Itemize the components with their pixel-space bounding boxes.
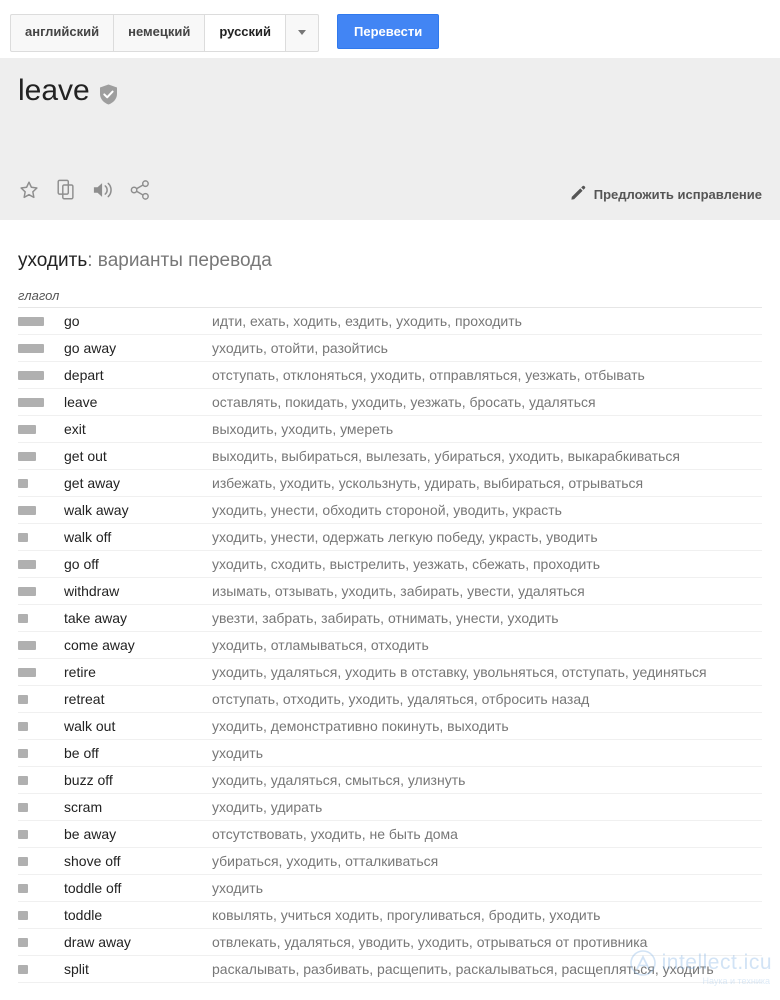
section-title-word: уходить [18,250,88,271]
frequency-bar [18,830,28,839]
frequency-bar [18,344,44,353]
frequency-bar-cell [18,308,64,335]
frequency-bar-cell [18,929,64,956]
frequency-bar-cell [18,794,64,821]
translate-button[interactable]: Перевести [337,14,439,49]
meanings-cell: выходить, выбираться, вылезать, убираться, уходить, выкарабкиваться [212,443,762,470]
table-row[interactable] [18,362,762,389]
table-row[interactable] [18,605,762,632]
meanings-cell: увезти, забрать, забирать, отнимать, унести, уходить [212,605,762,632]
watermark-text: intellect.icu [661,951,772,974]
term-cell[interactable]: toddle [64,902,212,929]
term-cell[interactable]: retire [64,659,212,686]
frequency-bar-cell [18,902,64,929]
table-row[interactable] [18,956,762,983]
term-cell[interactable]: walk away [64,497,212,524]
term-cell[interactable]: scram [64,794,212,821]
meanings-cell: раскалывать, разбивать, расщепить, раскалываться, расщепляться, уходить [212,956,762,983]
frequency-bar [18,425,36,434]
chevron-down-icon[interactable] [285,14,319,52]
meanings-cell: уходить, удирать [212,794,762,821]
frequency-bar [18,803,28,812]
copy-icon[interactable] [56,179,76,206]
term-cell[interactable]: be away [64,821,212,848]
table-row[interactable] [18,497,762,524]
frequency-bar-cell [18,767,64,794]
frequency-bar [18,884,28,893]
frequency-bar [18,317,44,326]
frequency-bar [18,452,36,461]
share-icon[interactable] [130,180,150,205]
term-cell[interactable]: go away [64,335,212,362]
meanings-cell: изымать, отзывать, уходить, забирать, увести, удаляться [212,578,762,605]
word-line [18,74,762,108]
meanings-cell: отсутствовать, уходить, не быть дома [212,821,762,848]
frequency-bar [18,398,44,407]
table-row[interactable] [18,767,762,794]
table-row[interactable] [18,848,762,875]
term-cell[interactable]: get out [64,443,212,470]
frequency-bar [18,641,36,650]
table-row[interactable] [18,308,762,335]
term-cell[interactable]: go off [64,551,212,578]
term-cell[interactable]: walk out [64,713,212,740]
table-row[interactable] [18,470,762,497]
translations-section [0,220,780,983]
term-cell[interactable]: buzz off [64,767,212,794]
translations-table [18,307,762,983]
frequency-bar [18,614,28,623]
frequency-bar-cell [18,605,64,632]
part-of-speech-label: глагол [18,288,60,303]
frequency-bar-cell [18,416,64,443]
table-row[interactable] [18,551,762,578]
frequency-bar [18,668,36,677]
frequency-bar-cell [18,443,64,470]
table-row[interactable] [18,821,762,848]
table-row[interactable] [18,902,762,929]
meanings-cell: убираться, уходить, отталкиваться [212,848,762,875]
meanings-cell: уходить, сходить, выстрелить, уезжать, сбежать, проходить [212,551,762,578]
term-cell[interactable]: exit [64,416,212,443]
suggest-correction-button[interactable] [570,185,762,204]
term-cell[interactable]: get away [64,470,212,497]
table-row[interactable] [18,389,762,416]
frequency-bar-cell [18,389,64,416]
word-panel [0,58,780,220]
meanings-cell: избежать, уходить, ускользнуть, удирать, выбираться, отрываться [212,470,762,497]
meanings-cell: уходить [212,740,762,767]
lang-tab-russian[interactable]: русский [204,14,285,52]
speaker-icon[interactable] [92,180,114,205]
frequency-bar-cell [18,659,64,686]
table-row[interactable] [18,686,762,713]
frequency-bar [18,911,28,920]
meanings-cell: ковылять, учиться ходить, прогуливаться, бродить, уходить [212,902,762,929]
frequency-bar [18,479,28,488]
term-cell[interactable]: split [64,956,212,983]
table-row[interactable] [18,524,762,551]
frequency-bar-cell [18,578,64,605]
frequency-bar [18,695,28,704]
table-row[interactable] [18,578,762,605]
lang-tab-english[interactable]: английский [10,14,113,52]
language-bar [0,0,780,58]
meanings-cell: отступать, отклоняться, уходить, отправляться, уезжать, отбывать [212,362,762,389]
term-cell[interactable]: be off [64,740,212,767]
suggest-correction-label: Предложить исправление [593,187,762,202]
meanings-cell: отвлекать, удаляться, уводить, уходить, отрываться от противника [212,929,762,956]
meanings-cell: уходить, отойти, разойтись [212,335,762,362]
frequency-bar [18,722,28,731]
frequency-bar [18,560,36,569]
table-row[interactable] [18,443,762,470]
meanings-cell: оставлять, покидать, уходить, уезжать, бросать, удаляться [212,389,762,416]
frequency-bar-cell [18,740,64,767]
frequency-bar [18,533,28,542]
meanings-cell: уходить [212,875,762,902]
meanings-cell: уходить, унести, одержать легкую победу, украсть, уводить [212,524,762,551]
term-cell[interactable]: retreat [64,686,212,713]
frequency-bar-cell [18,524,64,551]
pencil-icon [570,185,586,204]
meanings-cell: отступать, отходить, уходить, удаляться, отбросить назад [212,686,762,713]
frequency-bar [18,776,28,785]
term-cell[interactable]: depart [64,362,212,389]
verified-shield-icon [99,84,118,105]
meanings-cell: уходить, отламываться, отходить [212,632,762,659]
section-title-rest: : варианты перевода [87,250,272,271]
table-row[interactable] [18,632,762,659]
table-row[interactable] [18,929,762,956]
table-row[interactable] [18,875,762,902]
term-cell[interactable]: toddle off [64,875,212,902]
term-cell[interactable]: withdraw [64,578,212,605]
meanings-cell: выходить, уходить, умереть [212,416,762,443]
frequency-bar-cell [18,848,64,875]
frequency-bar-cell [18,362,64,389]
meanings-cell: уходить, унести, обходить стороной, уводить, украсть [212,497,762,524]
table-row[interactable] [18,740,762,767]
watermark-subtext: Наука и техника [702,976,770,986]
section-title [18,250,762,272]
meanings-cell: уходить, удаляться, смыться, улизнуть [212,767,762,794]
term-cell[interactable]: come away [64,632,212,659]
frequency-bar-cell [18,335,64,362]
frequency-bar [18,965,28,974]
frequency-bar [18,749,28,758]
frequency-bar-cell [18,551,64,578]
term-cell[interactable]: draw away [64,929,212,956]
frequency-bar [18,587,36,596]
star-icon[interactable] [18,179,40,206]
frequency-bar [18,371,44,380]
meanings-cell: идти, ехать, ходить, ездить, уходить, проходить [212,308,762,335]
frequency-bar-cell [18,875,64,902]
frequency-bar-cell [18,713,64,740]
term-cell[interactable]: shove off [64,848,212,875]
source-word: leave [18,74,90,107]
frequency-bar-cell [18,632,64,659]
language-tabs [10,14,319,52]
table-row[interactable] [18,335,762,362]
frequency-bar [18,938,28,947]
term-cell[interactable]: walk off [64,524,212,551]
table-row[interactable] [18,416,762,443]
frequency-bar [18,506,36,515]
table-row[interactable] [18,794,762,821]
meanings-cell: уходить, удаляться, уходить в отставку, увольняться, отступать, уединяться [212,659,762,686]
table-row[interactable] [18,659,762,686]
term-cell[interactable]: leave [64,389,212,416]
frequency-bar-cell [18,956,64,983]
frequency-bar-cell [18,470,64,497]
lang-tab-german[interactable]: немецкий [113,14,204,52]
term-cell[interactable]: go [64,308,212,335]
frequency-bar-cell [18,686,64,713]
panel-action-bar [18,179,150,206]
table-row[interactable] [18,713,762,740]
frequency-bar-cell [18,821,64,848]
frequency-bar-cell [18,497,64,524]
term-cell[interactable]: take away [64,605,212,632]
meanings-cell: уходить, демонстративно покинуть, выходить [212,713,762,740]
frequency-bar [18,857,28,866]
